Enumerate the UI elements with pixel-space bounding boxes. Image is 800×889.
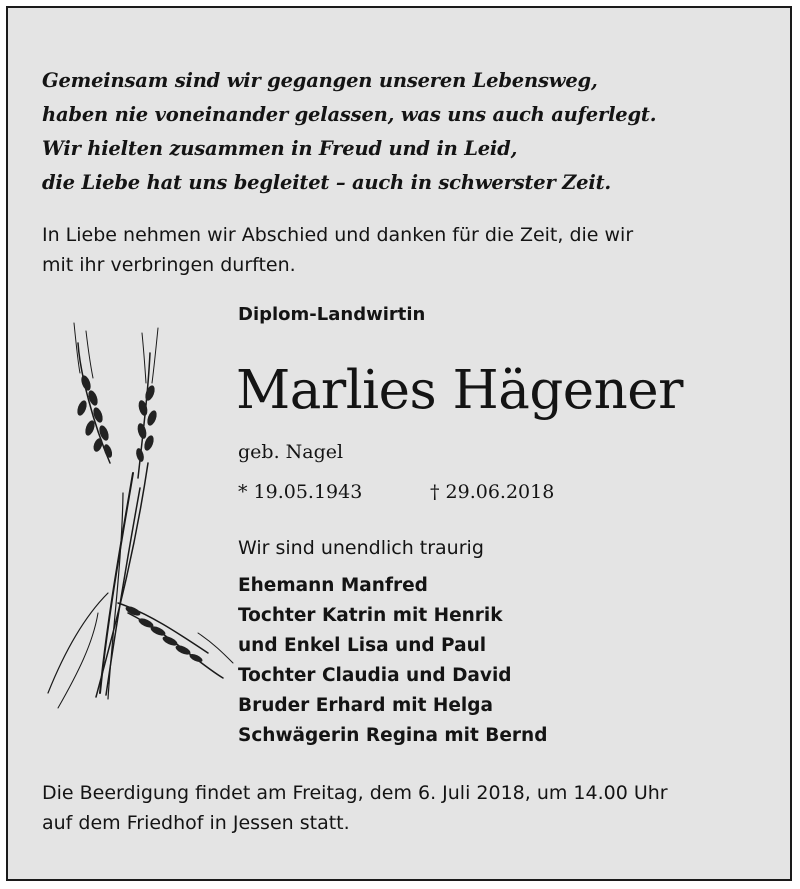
- funeral-info: [42, 778, 782, 838]
- birth-name: geb. Nagel: [238, 441, 344, 463]
- poem-line: die Liebe hat uns begleitet – auch in schwerster Zeit.: [42, 171, 611, 194]
- poem-line: Wir hielten zusammen in Freud und in Leid,: [42, 137, 518, 160]
- mourner-name: Schwägerin Regina mit Bernd: [238, 725, 548, 746]
- poem: [42, 64, 782, 200]
- life-dates: [238, 481, 555, 503]
- wheat-ears-icon: [38, 313, 238, 733]
- poem-line: haben nie voneinander gelassen, was uns auch auferlegt.: [42, 103, 657, 126]
- deceased-title: Diplom-Landwirtin: [238, 304, 426, 325]
- mourning-intro: Wir sind unendlich traurig: [238, 537, 484, 559]
- poem-line: Gemeinsam sind wir gegangen unseren Lebensweg,: [42, 69, 598, 92]
- obituary-notice: [6, 6, 792, 881]
- mourner-name: und Enkel Lisa und Paul: [238, 635, 487, 656]
- mourner-name: Tochter Katrin mit Henrik: [238, 605, 503, 626]
- farewell-line: mit ihr verbringen durften.: [42, 254, 296, 276]
- mourner-name: Tochter Claudia und David: [238, 665, 512, 686]
- farewell-line: In Liebe nehmen wir Abschied und danken für die Zeit, die wir: [42, 224, 634, 246]
- deceased-name: Marlies Hägener: [236, 360, 683, 421]
- mourner-list: [238, 571, 547, 751]
- funeral-line: auf dem Friedhof in Jessen statt.: [42, 812, 350, 834]
- mourner-name: Ehemann Manfred: [238, 575, 428, 596]
- farewell-text: [42, 220, 762, 280]
- death-date: † 29.06.2018: [430, 481, 555, 503]
- funeral-line: Die Beerdigung findet am Freitag, dem 6. Juli 2018, um 14.00 Uhr: [42, 782, 668, 804]
- mourner-name: Bruder Erhard mit Helga: [238, 695, 493, 716]
- birth-date: * 19.05.1943: [238, 481, 363, 503]
